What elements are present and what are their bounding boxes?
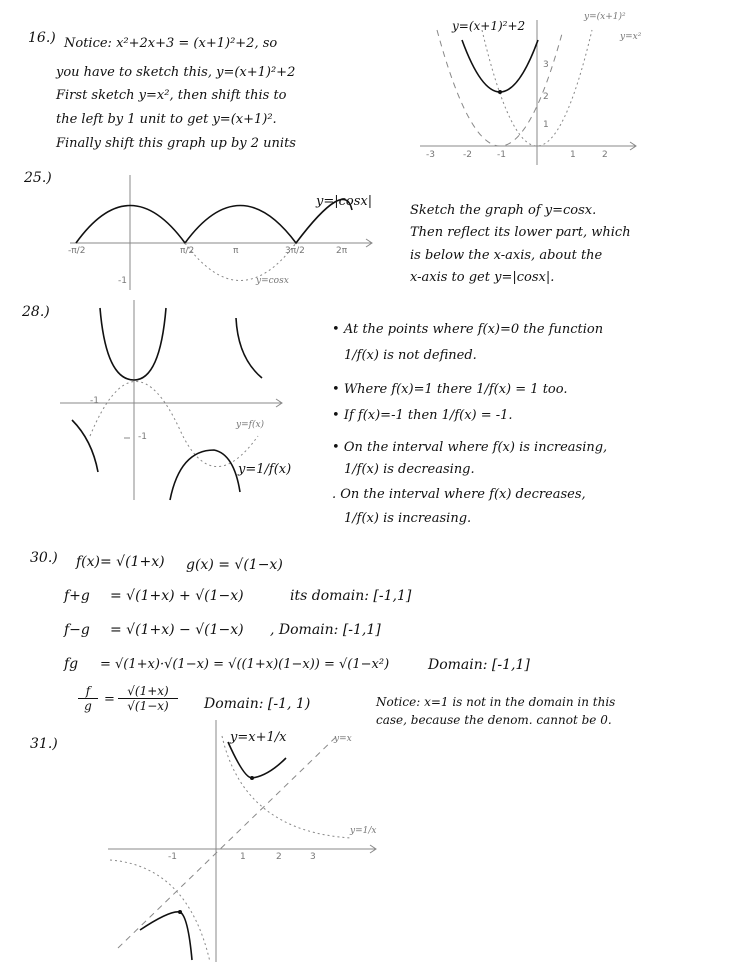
p25-line-4: x-axis to get y=|cosx|. xyxy=(410,270,555,285)
p28-bullet-2-text: Where f(x)=1 there 1/f(x) = 1 too. xyxy=(343,382,568,397)
p31-tick-neg1: -1 xyxy=(168,852,177,862)
p16-shifted-label: y=(x+1)² xyxy=(584,12,626,22)
p16-line-3: First sketch y=x², then shift this to xyxy=(56,88,287,103)
p25-tick-3pi-2: 3π/2 xyxy=(285,246,305,256)
p16-line-2: you have to sketch this, y=(x+1)²+2 xyxy=(56,65,296,80)
p28-label-recip: y=1/f(x) xyxy=(238,462,292,477)
problem-28-number: 28.) xyxy=(22,304,50,320)
p25-tick-2pi: 2π xyxy=(336,246,348,256)
problem-16-number: 16.) xyxy=(28,30,56,46)
p30-note-1: Notice: x=1 is not in the domain in this xyxy=(376,695,616,709)
p28-bullet-4: • On the interval where f(x) is increasing, xyxy=(332,440,608,455)
p31-line-label: y=x xyxy=(334,734,352,744)
p25-dotted-label: y=cosx xyxy=(256,276,289,286)
p31-recip-right xyxy=(222,736,352,838)
p28-bullet-5: . On the interval where f(x) decreases, xyxy=(332,487,586,502)
p30-quotient-lhs-num: f xyxy=(78,684,98,699)
p31-recip-label: y=1/x xyxy=(350,826,377,836)
p30-quotient-eq: = xyxy=(104,692,115,707)
p28-bullet-2: • Where f(x)=1 there 1/f(x) = 1 too. xyxy=(332,382,568,397)
p31-line-y-equals-x xyxy=(118,735,338,948)
p28-bullet-1b: 1/f(x) is not defined. xyxy=(344,348,477,363)
p16-ytick-1: 1 xyxy=(543,120,549,130)
p16-ytick-2: 2 xyxy=(543,92,549,102)
p16-tick-neg1: -1 xyxy=(497,150,506,160)
p16-base-label: y=x² xyxy=(620,32,642,42)
p30-row1-domain: its domain: [-1,1] xyxy=(290,588,412,604)
p16-tick-1: 1 xyxy=(570,150,576,160)
p28-bullet-4b: 1/f(x) is decreasing. xyxy=(344,462,475,477)
p25-line-3: is below the x-axis, about the xyxy=(410,248,603,263)
p30-row2-expr: = √(1+x) − √(1−x) xyxy=(110,622,244,638)
p30-quotient-rhs-den: √(1−x) xyxy=(127,699,169,713)
p31-main-right xyxy=(228,742,286,778)
problem-31-number: 31.) xyxy=(30,736,58,752)
p28-bullet-5b: 1/f(x) is increasing. xyxy=(344,511,472,526)
p16-tick-neg3: -3 xyxy=(426,150,435,160)
p16-line-5: Finally shift this graph up by 2 units xyxy=(56,136,296,151)
p30-row3-expr: = √(1+x)·√(1−x) = √((1+x)(1−x)) = √(1−x²) xyxy=(100,657,390,672)
problem-25-number: 25.) xyxy=(24,170,52,186)
p31-recip-left xyxy=(110,860,210,962)
p16-tick-2: 2 xyxy=(602,150,608,160)
p25-line-1: Sketch the graph of y=cosx. xyxy=(410,203,597,218)
p30-row3-domain: Domain: [-1,1] xyxy=(428,657,530,673)
p16-line-4: the left by 1 unit to get y=(x+1)². xyxy=(56,112,277,127)
p28-ytick-neg1: -1 xyxy=(138,432,147,442)
p31-max-point xyxy=(178,910,182,914)
p28-bullet-3-text: If f(x)=-1 then 1/f(x) = -1. xyxy=(343,408,513,423)
p25-tick-pi: π xyxy=(233,246,239,256)
p31-tick-2: 2 xyxy=(276,852,282,862)
p30-quotient-domain: Domain: [-1, 1) xyxy=(204,696,311,712)
p31-main-left xyxy=(140,912,192,960)
p30-row2-lhs: f−g xyxy=(64,622,90,638)
p30-quotient-rhs-num: √(1+x) xyxy=(118,684,178,699)
p25-ytick-neg1: -1 xyxy=(118,276,127,286)
p25-tick-pi-2: π/2 xyxy=(180,246,195,256)
p31-main-label: y=x+1/x xyxy=(230,730,287,745)
p28-bullet-4-text: On the interval where f(x) is increasing, xyxy=(343,440,608,455)
p31-min-point xyxy=(250,776,254,780)
p16-line-1: Notice: x²+2x+3 = (x+1)²+2, so xyxy=(64,36,278,51)
p30-def-f: f(x)= √(1+x) xyxy=(76,554,165,570)
p31-tick-3: 3 xyxy=(310,852,316,862)
p28-bullet-1-text: At the points where f(x)=0 the function xyxy=(343,322,604,337)
p30-row2-domain: , Domain: [-1,1] xyxy=(270,622,381,638)
p30-note-2: case, because the denom. cannot be 0. xyxy=(376,713,612,727)
p30-def-g: g(x) = √(1−x) xyxy=(186,557,283,573)
p28-bullet-1: • At the points where f(x)=0 the function xyxy=(332,322,604,337)
p25-line-2: Then reflect its lower part, which xyxy=(410,225,631,240)
p30-row3-lhs: fg xyxy=(64,656,79,672)
p16-tick-neg2: -2 xyxy=(463,150,472,160)
p28-bullet-3: • If f(x)=-1 then 1/f(x) = -1. xyxy=(332,408,513,423)
p16-ytick-3: 3 xyxy=(543,60,549,70)
p25-tick-neg-pi-2: -π/2 xyxy=(68,246,86,256)
p28-tick-neg1: -1 xyxy=(90,396,99,406)
p28-label-f: y=f(x) xyxy=(236,420,265,430)
p30-row1-lhs: f+g xyxy=(64,588,90,604)
p16-main-label: y=(x+1)²+2 xyxy=(452,19,526,33)
p30-row1-expr: = √(1+x) + √(1−x) xyxy=(110,588,244,604)
p30-quotient-lhs-den: g xyxy=(84,699,92,713)
problem-30-number: 30.) xyxy=(30,550,58,566)
p28-bullet-5-text: On the interval where f(x) decreases, xyxy=(340,487,586,502)
p31-tick-1: 1 xyxy=(240,852,246,862)
p25-curve-label: y=|cosx| xyxy=(316,194,373,209)
